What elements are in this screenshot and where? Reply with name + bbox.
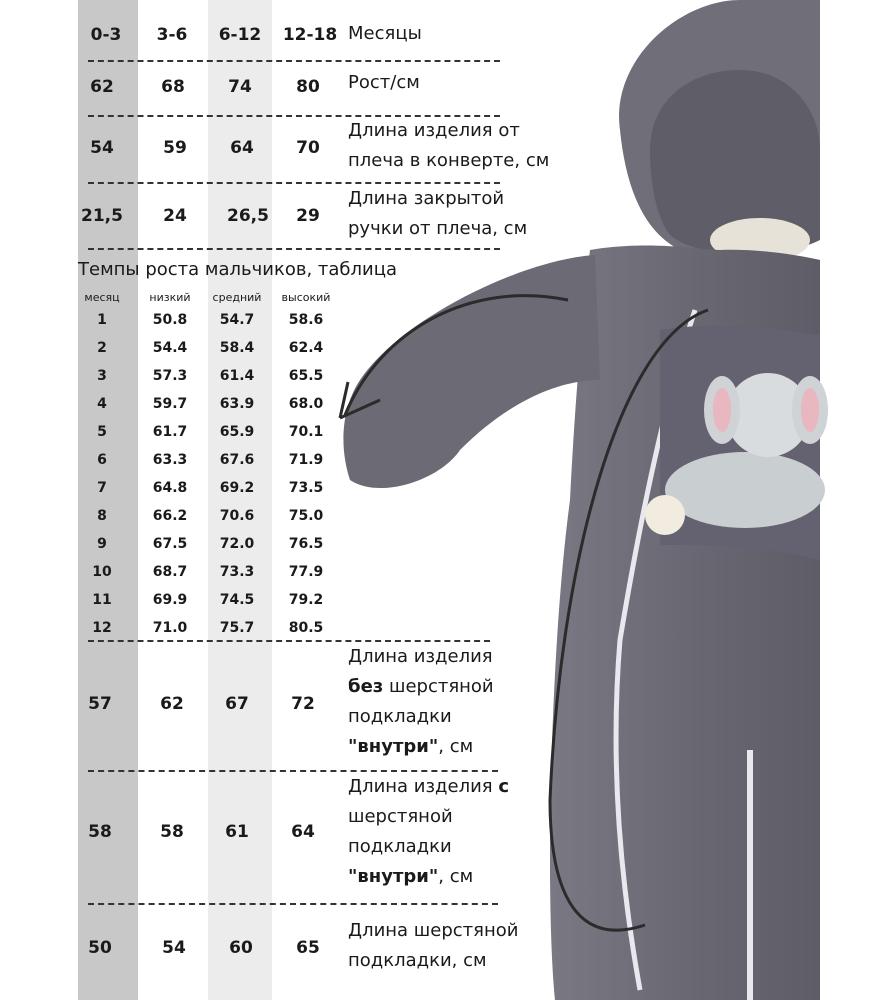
with-lining-label-line1: Длина изделия с [348, 776, 509, 797]
growth-cell: 65.5 [288, 368, 324, 384]
growth-cell: 67.5 [152, 536, 188, 552]
growth-cell: 58.6 [288, 312, 324, 328]
length-with-lining-value: 58 [160, 822, 184, 842]
length-with-lining-value: 64 [291, 822, 315, 842]
length-without-lining-value: 72 [291, 694, 315, 714]
without-lining-label-line4: "внутри", см [348, 736, 474, 757]
growth-cell: 68.7 [152, 564, 188, 580]
lining-label-line1: Длина шерстяной [348, 920, 519, 941]
age-0-3: 0-3 [90, 25, 122, 45]
length-without-lining-value: 57 [88, 694, 112, 714]
sleeve-length-value: 24 [163, 206, 187, 226]
height-value: 68 [161, 77, 185, 97]
sleeve-length-value: 29 [296, 206, 320, 226]
length-with-lining-value: 61 [225, 822, 249, 842]
length-without-lining-value: 67 [225, 694, 249, 714]
envelope-length-value: 59 [163, 138, 187, 158]
divider [88, 248, 500, 250]
growth-cell: 57.3 [152, 368, 188, 384]
envelope-length-value: 64 [230, 138, 254, 158]
height-value: 74 [228, 77, 252, 97]
sleeve-length-value: 26,5 [227, 206, 269, 226]
growth-cell: 1 [97, 312, 107, 328]
growth-cell: 9 [97, 536, 107, 552]
growth-cell: 75.0 [288, 508, 324, 524]
growth-cell: 6 [97, 452, 107, 468]
age-3-6: 3-6 [156, 25, 188, 45]
growth-header-low: низкий [149, 291, 191, 304]
growth-cell: 59.7 [152, 396, 188, 412]
lining-length-value: 65 [296, 938, 320, 958]
growth-cell: 69.9 [152, 592, 188, 608]
age-6-12: 6-12 [218, 25, 262, 45]
lining-label-line2: подкладки, см [348, 950, 487, 971]
height-label: Рост/см [348, 72, 420, 93]
months-label: Месяцы [348, 23, 422, 44]
height-value: 80 [296, 77, 320, 97]
lining-length-value: 54 [162, 938, 186, 958]
growth-cell: 67.6 [219, 452, 255, 468]
envelope-length-label-line1: Длина изделия от [348, 120, 520, 141]
growth-cell: 3 [97, 368, 107, 384]
growth-cell: 61.7 [152, 424, 188, 440]
height-value: 62 [90, 77, 114, 97]
growth-cell: 79.2 [288, 592, 324, 608]
with-lining-label-line4: "внутри", см [348, 866, 474, 887]
growth-cell: 74.5 [219, 592, 255, 608]
without-lining-label-line3: подкладки [348, 706, 452, 727]
envelope-length-label-line2: плеча в конверте, см [348, 150, 550, 171]
growth-cell: 12 [92, 620, 112, 636]
growth-header-mid: средний [212, 291, 262, 304]
growth-cell: 54.7 [219, 312, 255, 328]
growth-cell: 68.0 [288, 396, 324, 412]
growth-cell: 7 [97, 480, 107, 496]
growth-cell: 77.9 [288, 564, 324, 580]
growth-cell: 10 [92, 564, 112, 580]
age-12-18: 12-18 [282, 25, 338, 45]
with-lining-label-line2: шерстяной [348, 806, 453, 827]
growth-cell: 8 [97, 508, 107, 524]
growth-cell: 11 [92, 592, 112, 608]
growth-cell: 80.5 [288, 620, 324, 636]
growth-table-title: Темпы роста мальчиков, таблица [78, 259, 398, 280]
growth-cell: 54.4 [152, 340, 188, 356]
growth-cell: 63.3 [152, 452, 188, 468]
envelope-length-value: 70 [296, 138, 320, 158]
without-lining-label-line1: Длина изделия [348, 646, 493, 667]
growth-cell: 4 [97, 396, 107, 412]
without-lining-label-line2: без шерстяной [348, 676, 494, 697]
growth-cell: 63.9 [219, 396, 255, 412]
growth-cell: 70.6 [219, 508, 255, 524]
growth-cell: 73.5 [288, 480, 324, 496]
sleeve-length-label-line2: ручки от плеча, см [348, 218, 528, 239]
divider [88, 903, 498, 905]
growth-cell: 72.0 [219, 536, 255, 552]
sleeve-length-label-line1: Длина закрытой [348, 188, 505, 209]
with-lining-label-line3: подкладки [348, 836, 452, 857]
lining-length-value: 50 [88, 938, 112, 958]
growth-header-month: месяц [84, 291, 120, 304]
growth-cell: 50.8 [152, 312, 188, 328]
growth-header-high: высокий [281, 291, 331, 304]
growth-cell: 71.0 [152, 620, 188, 636]
growth-cell: 58.4 [219, 340, 255, 356]
growth-cell: 65.9 [219, 424, 255, 440]
growth-cell: 71.9 [288, 452, 324, 468]
divider [88, 60, 500, 62]
growth-cell: 69.2 [219, 480, 255, 496]
sleeve-length-value: 21,5 [81, 206, 123, 226]
growth-cell: 62.4 [288, 340, 324, 356]
envelope-length-value: 54 [90, 138, 114, 158]
growth-cell: 2 [97, 340, 107, 356]
growth-cell: 64.8 [152, 480, 188, 496]
lining-length-value: 60 [229, 938, 253, 958]
growth-cell: 73.3 [219, 564, 255, 580]
growth-cell: 76.5 [288, 536, 324, 552]
growth-cell: 5 [97, 424, 107, 440]
growth-cell: 61.4 [219, 368, 255, 384]
length-without-lining-value: 62 [160, 694, 184, 714]
growth-cell: 75.7 [219, 620, 255, 636]
growth-cell: 66.2 [152, 508, 188, 524]
length-with-lining-value: 58 [88, 822, 112, 842]
growth-cell: 70.1 [288, 424, 324, 440]
